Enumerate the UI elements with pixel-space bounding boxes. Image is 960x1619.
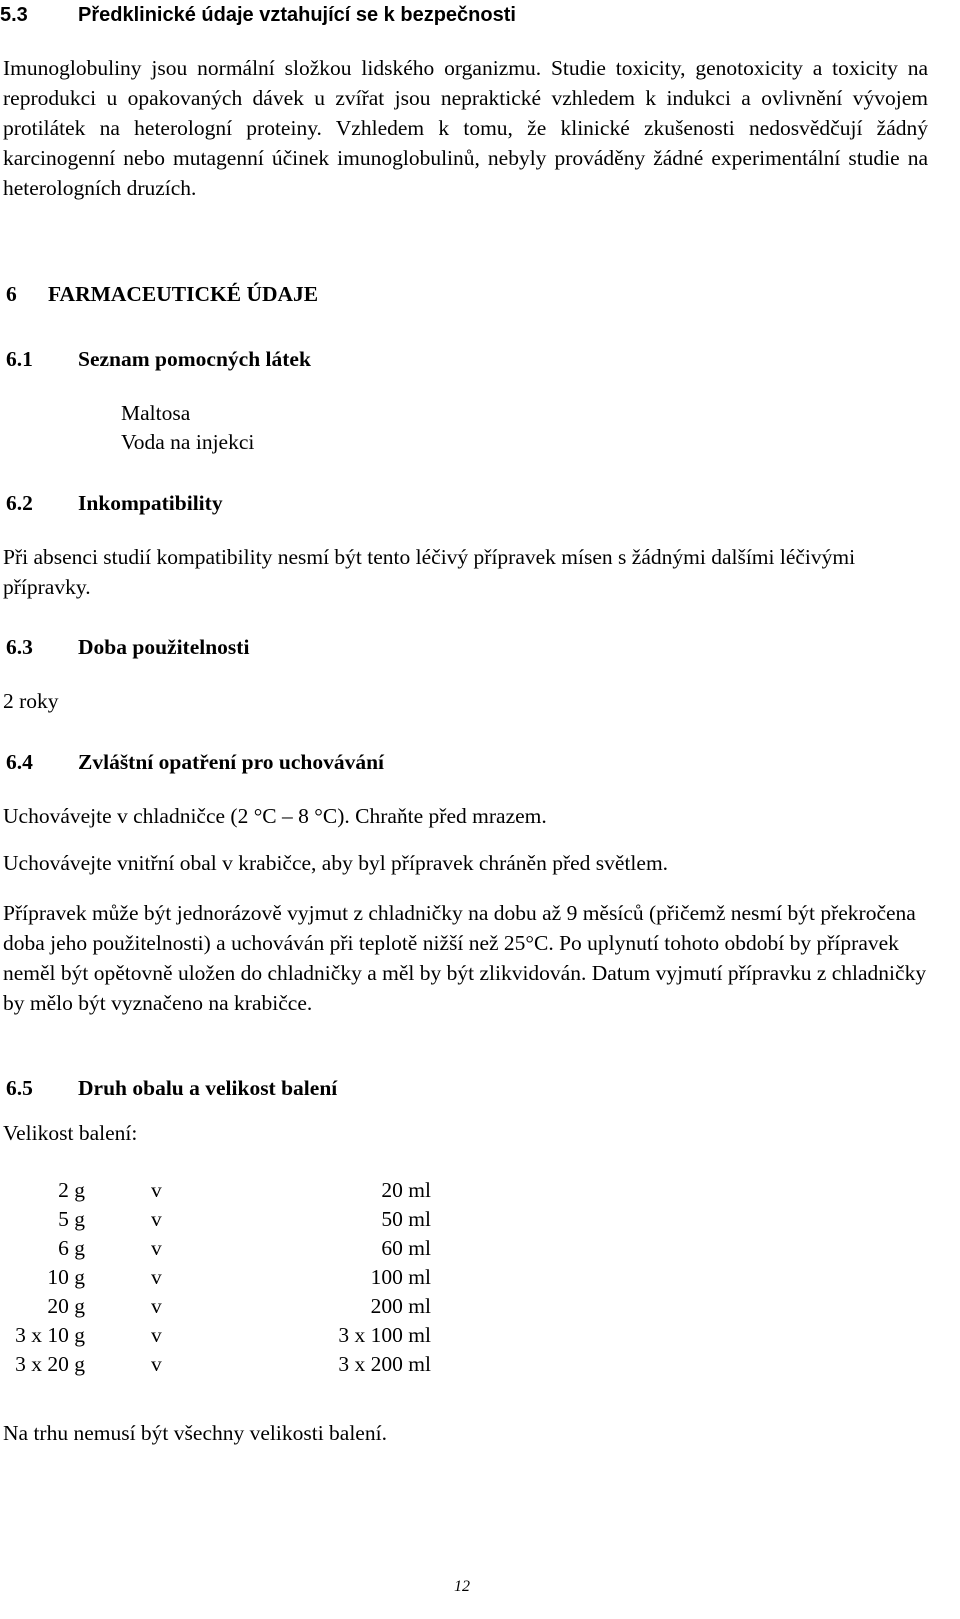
table-row: [0, 1350, 431, 1379]
pack-volume: 200 ml: [370, 1294, 431, 1318]
pack-amount: 3 x 20 g: [15, 1352, 85, 1376]
pack-in: v: [151, 1178, 162, 1202]
pack-volume: 60 ml: [381, 1236, 431, 1260]
section-6-number: 6: [6, 282, 17, 306]
table-row: [0, 1234, 431, 1263]
pack-amount: 20 g: [47, 1294, 85, 1318]
section-6-2-heading: Inkompatibility: [78, 491, 223, 515]
table-row: [0, 1205, 431, 1234]
pack-in: v: [151, 1294, 162, 1318]
pack-volume: 50 ml: [381, 1207, 431, 1231]
section-6-5-number: 6.5: [6, 1076, 33, 1100]
pack-in: v: [151, 1236, 162, 1260]
storage-paragraph: Uchovávejte vnitřní obal v krabičce, aby byl přípravek chráněn před světlem.: [3, 851, 669, 875]
section-5-3-paragraph: Imunoglobuliny jsou normální složkou lidského organizmu. Studie toxicity, genotoxicity a toxicity na reprodukci u opakovaných dávek u zvířat jsou nepraktické vzhledem k indukci a ovlivnění vývojem protilátek na heterologní proteiny. Vzhledem k tomu, že klinické zkušenosti nedosvědčují žádný karcinogenní nebo mutagenní účinek imunoglobulinů, nebyly prováděny žádné experimentální studie na heterologních druzích.: [3, 56, 928, 200]
pack-amount: 5 g: [58, 1207, 85, 1231]
table-row: [0, 1263, 431, 1292]
pack-volume: 3 x 200 ml: [338, 1352, 431, 1376]
storage-paragraph: Přípravek může být jednorázově vyjmut z chladničky na dobu až 9 měsíců (přičemž nesmí být překročena doba jeho použitelnosti) a uchováván při teplotě nižší než 25°C. Po uplynutí tohoto období by přípravek neměl být opětovně uložen do chladničky a měl by být zlikvidován. Datum vyjmutí přípravku z chladničky by mělo být vyznačeno na krabičce.: [3, 901, 927, 1015]
pack-volume: 100 ml: [370, 1265, 431, 1289]
section-6-5-heading: Druh obalu a velikost balení: [78, 1076, 338, 1100]
excipient-item: Maltosa: [121, 401, 191, 425]
section-6-3-number: 6.3: [6, 635, 33, 659]
table-row: [0, 1176, 431, 1205]
pack-availability-note: Na trhu nemusí být všechny velikosti balení.: [3, 1421, 387, 1445]
page-number: 12: [454, 1578, 470, 1595]
shelf-life-value: 2 roky: [3, 689, 59, 713]
pack-size-label: Velikost balení:: [3, 1121, 138, 1145]
table-row: [0, 1321, 431, 1350]
section-6-4-number: 6.4: [6, 750, 33, 774]
section-5-3-heading: Předklinické údaje vztahující se k bezpečnosti: [78, 4, 516, 26]
pack-amount: 10 g: [47, 1265, 85, 1289]
pack-in: v: [151, 1323, 162, 1347]
section-5-3-number: 5.3: [0, 4, 28, 26]
section-6-2-number: 6.2: [6, 491, 33, 515]
section-6-3-heading: Doba použitelnosti: [78, 635, 250, 659]
section-6-1-number: 6.1: [6, 347, 33, 371]
pack-in: v: [151, 1265, 162, 1289]
pack-amount: 6 g: [58, 1236, 85, 1260]
storage-paragraph: Uchovávejte v chladničce (2 °C – 8 °C). Chraňte před mrazem.: [3, 804, 547, 828]
pack-size-table: [0, 1176, 431, 1379]
pack-in: v: [151, 1352, 162, 1376]
pack-amount: 2 g: [58, 1178, 85, 1202]
pack-in: v: [151, 1207, 162, 1231]
pack-volume: 3 x 100 ml: [338, 1323, 431, 1347]
pack-amount: 3 x 10 g: [15, 1323, 85, 1347]
excipient-item: Voda na injekci: [121, 430, 255, 454]
pack-volume: 20 ml: [381, 1178, 431, 1202]
section-6-4-heading: Zvláštní opatření pro uchovávání: [78, 750, 385, 774]
table-row: [0, 1292, 431, 1321]
section-6-1-heading: Seznam pomocných látek: [78, 347, 311, 371]
section-6-2-paragraph: Při absenci studií kompatibility nesmí být tento léčivý přípravek mísen s žádnými dalšími léčivými přípravky.: [3, 545, 856, 599]
section-6-heading: FARMACEUTICKÉ ÚDAJE: [48, 282, 319, 306]
